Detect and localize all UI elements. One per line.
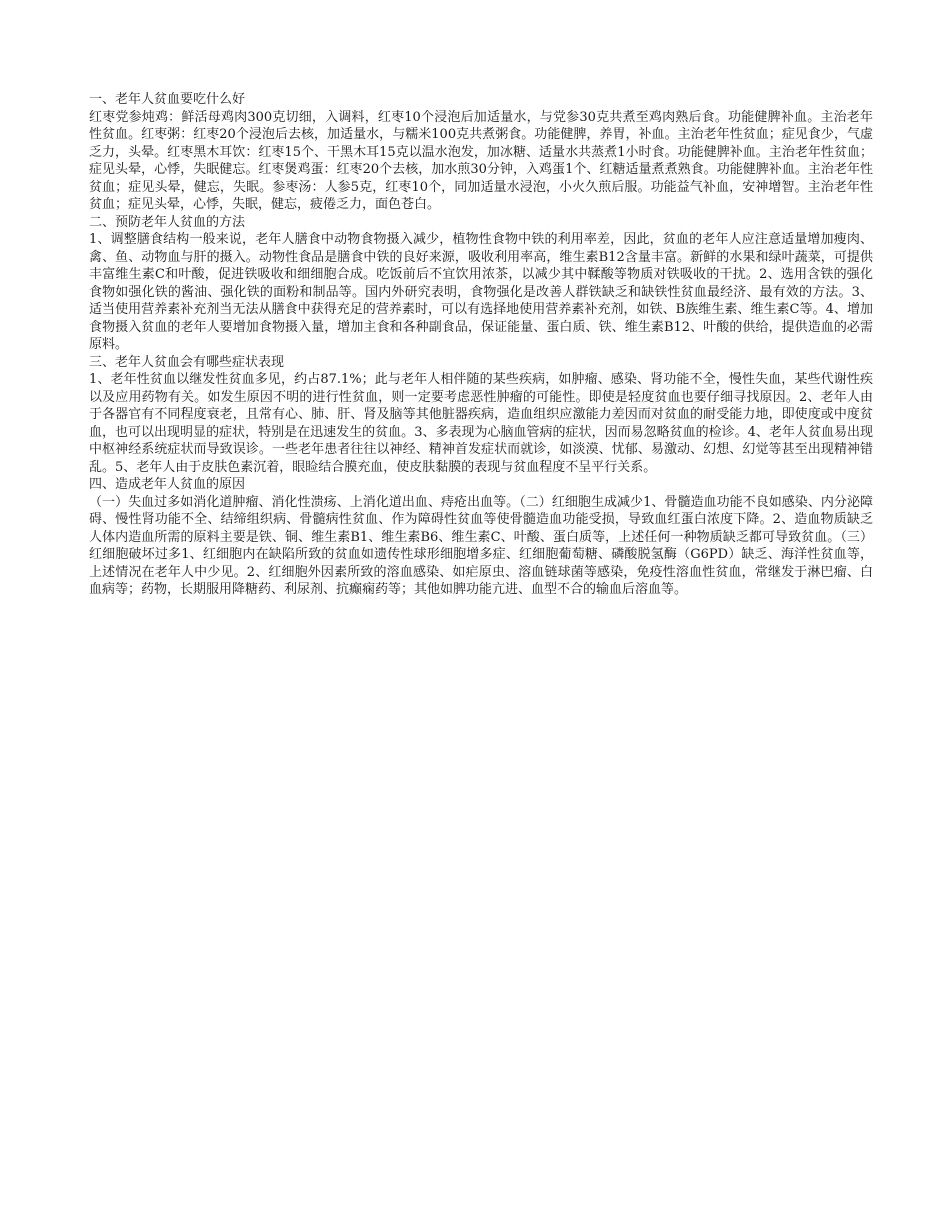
section-causes [89,476,873,599]
section-heading: 四、造成老年人贫血的原因 [89,477,246,492]
section-body: 红枣党参炖鸡：鲜活母鸡肉300克切细，入调料，红枣10个浸泡后加适量水，与党参30克共煮至鸡肉熟后食。功能健脾补血。主治老年性贫血。红枣粥：红枣20个浸泡后去核，加适量水，与糯米100克共煮粥食。功能健脾，养胃，补血。主治老年性贫血；症见食少，气虚乏力，头晕。红枣黑木耳饮：红枣15个、干黑木耳15克以温水泡发，加冰糖、适量水共蒸煮1小时食。功能健脾补血。主治老年性贫血；症见头晕，心悸，失眠健忘。红枣煲鸡蛋：红枣20个去核，加水煎30分钟，入鸡蛋1个、红糖适量煮煮熟食。功能健脾补血。主治老年性贫血；症见头晕，健忘，失眠。参枣汤：人参5克，红枣10个，同加适量水浸泡，小火久煎后服。功能益气补血，安神增智。主治老年性贫血；症见头晕，心悸，失眠，健忘，疲倦乏力，面色苍白。 [89,109,873,212]
section-body: 1、老年性贫血以继发性贫血多见，约占87.1%；此与老年人相伴随的某些疾病，如肿瘤、感染、肾功能不全，慢性失血，某些代谢性疾以及应用药物有关。如发生原因不明的进行性贫血，则一定要考虑恶性肿瘤的可能性。即使是轻度贫血也要仔细寻找原因。2、老年人由于各器官有不同程度衰老，且常有心、肺、肝、肾及脑等其他脏器疾病，造血组织应激能力差因而对贫血的耐受能力地，即使度或中度贫血，也可以出现明显的症状，特别是在迅速发生的贫血。3、多表现为心脑血管病的症状，因而易忽略贫血的检诊。4、老年人贫血易出现中枢神经系统症状而导致误诊。一些老年患者往往以神经、精神首发症状而就诊，如淡漠、忧郁、易激动、幻想、幻觉等甚至出现精神错乱。5、老年人由于皮肤色素沉着，眼睑结合膜充血，使皮肤黏膜的表现与贫血程度不呈平行关系。 [89,372,873,475]
section-body: 1、调整膳食结构一般来说，老年人膳食中动物食物摄入减少，植物性食物中铁的利用率差，因此，贫血的老年人应注意适量增加瘦肉、禽、鱼、动物血与肝的摄入。动物性食品是膳食中铁的良好来源，吸收利用率高，维生素B12含量丰富。新鲜的水果和绿叶蔬菜，可提供丰富维生素C和叶酸，促进铁吸收和细细胞合成。吃饭前后不宜饮用浓茶，以减少其中鞣酸等物质对铁吸收的干扰。2、选用含铁的强化食物如强化铁的酱油、强化铁的面粉和制品等。国内外研究表明，食物强化是改善人群铁缺乏和缺铁性贫血最经济、最有效的方法。3、适当使用营养素补充剂当无法从膳食中获得充足的营养素时，可以有选择地使用营养素补充剂，如铁、B族维生素、维生素C等。4、增加食物摄入贫血的老年人要增加食物摄入量，增加主食和各种副食品，保证能量、蛋白质、铁、维生素B12、叶酸的供给，提供造血的必需原料。 [89,232,873,352]
section-heading: 三、老年人贫血会有哪些症状表现 [89,354,285,370]
section-diet [89,91,873,214]
section-body: （一）失血过多如消化道肿瘤、消化性溃疡、上消化道出血、痔疮出血等。（二）红细胞生成减少1、骨髓造血功能不良如感染、内分泌障碍、慢性肾功能不全、结缔组织病、骨髓病性贫血、作为障碍性贫血等使骨髓造血功能受损，导致血红蛋白浓度下降。2、造血物质缺乏人体内造血所需的原料主要是铁、铜、维生素B1、维生素B6、维生素C、叶酸、蛋白质等，上述任何一种物质缺乏都可导致贫血。（三）红细胞破坏过多1、红细胞内在缺陷所致的贫血如遗传性球形细胞增多症、红细胞葡萄糖、磷酸脱氢酶（G6PD）缺乏、海洋性贫血等，上述情况在老年人中少见。2、红细胞外因素所致的溶血感染、如疟原虫、溶血链球菌等感染，免疫性溶血性贫血，常继发于淋巴瘤、白血病等；药物，长期服用降糖药、利尿剂、抗癫痫药等；其他如脾功能亢进、血型不合的输血后溶血等。 [89,494,873,597]
document-page [89,91,873,599]
section-heading: 二、预防老年人贫血的方法 [89,214,246,230]
section-symptoms [89,354,873,477]
section-heading: 一、老年人贫血要吃什么好 [89,92,246,107]
section-prevention [89,214,873,354]
